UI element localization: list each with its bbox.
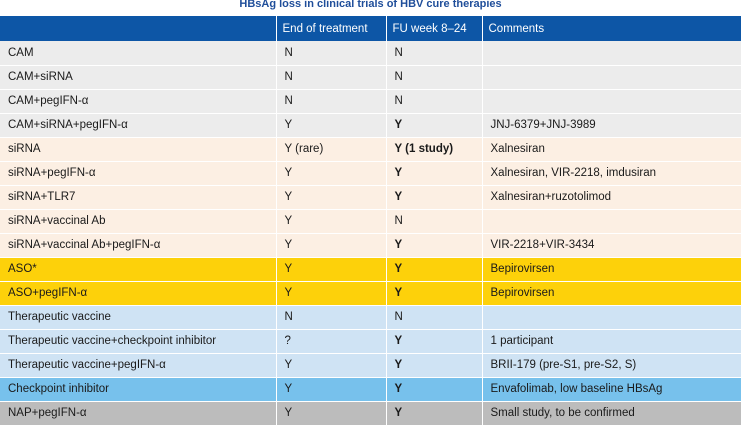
end-of-treatment-cell: N: [276, 89, 386, 113]
therapy-cell: CAM: [0, 41, 276, 65]
table-row: [0, 401, 741, 425]
table-row: [0, 257, 741, 281]
therapy-cell: Checkpoint inhibitor: [0, 377, 276, 401]
table-row: [0, 305, 741, 329]
table-row: [0, 233, 741, 257]
fu-week-cell: Y: [386, 401, 482, 425]
comments-cell: BRII-179 (pre-S1, pre-S2, S): [482, 353, 741, 377]
end-of-treatment-cell: ?: [276, 329, 386, 353]
table-title: HBsAg loss in clinical trials of HBV cure therapies: [239, 0, 502, 10]
therapy-cell: siRNA+vaccinal Ab: [0, 209, 276, 233]
fu-week-cell: Y: [386, 281, 482, 305]
end-of-treatment-cell: Y: [276, 209, 386, 233]
header-therapy: [0, 16, 276, 41]
table-row: [0, 185, 741, 209]
table-row: [0, 41, 741, 65]
end-of-treatment-cell: Y: [276, 113, 386, 137]
end-of-treatment-cell: Y (rare): [276, 137, 386, 161]
comments-cell: Bepirovirsen: [482, 281, 741, 305]
table-row: [0, 89, 741, 113]
fu-week-cell: Y: [386, 257, 482, 281]
fu-week-cell: Y (1 study): [386, 137, 482, 161]
header-end-of-treatment: End of treatment: [276, 16, 386, 41]
table-row: [0, 209, 741, 233]
comments-cell: [482, 89, 741, 113]
table-row: [0, 329, 741, 353]
hbsag-loss-table: [0, 16, 741, 426]
therapy-cell: siRNA+TLR7: [0, 185, 276, 209]
comments-cell: Xalnesiran, VIR-2218, imdusiran: [482, 161, 741, 185]
comments-cell: Small study, to be confirmed: [482, 401, 741, 425]
fu-week-cell: N: [386, 65, 482, 89]
comments-cell: Envafolimab, low baseline HBsAg: [482, 377, 741, 401]
end-of-treatment-cell: Y: [276, 233, 386, 257]
fu-week-cell: N: [386, 89, 482, 113]
end-of-treatment-cell: Y: [276, 161, 386, 185]
table-row: [0, 137, 741, 161]
end-of-treatment-cell: Y: [276, 377, 386, 401]
therapy-cell: ASO*: [0, 257, 276, 281]
comments-cell: [482, 41, 741, 65]
therapy-cell: CAM+pegIFN-α: [0, 89, 276, 113]
fu-week-cell: N: [386, 305, 482, 329]
fu-week-cell: Y: [386, 329, 482, 353]
comments-cell: Xalnesiran: [482, 137, 741, 161]
fu-week-cell: Y: [386, 113, 482, 137]
therapy-cell: Therapeutic vaccine: [0, 305, 276, 329]
comments-cell: Bepirovirsen: [482, 257, 741, 281]
therapy-cell: CAM+siRNA+pegIFN-α: [0, 113, 276, 137]
table-row: [0, 281, 741, 305]
comments-cell: JNJ-6379+JNJ-3989: [482, 113, 741, 137]
therapy-cell: CAM+siRNA: [0, 65, 276, 89]
header-fu-week: FU week 8–24: [386, 16, 482, 41]
table-row: [0, 65, 741, 89]
end-of-treatment-cell: N: [276, 65, 386, 89]
therapy-cell: ASO+pegIFN-α: [0, 281, 276, 305]
end-of-treatment-cell: Y: [276, 353, 386, 377]
comments-cell: [482, 65, 741, 89]
therapy-cell: siRNA+vaccinal Ab+pegIFN-α: [0, 233, 276, 257]
therapy-cell: siRNA+pegIFN-α: [0, 161, 276, 185]
end-of-treatment-cell: Y: [276, 257, 386, 281]
end-of-treatment-cell: N: [276, 41, 386, 65]
fu-week-cell: Y: [386, 233, 482, 257]
therapy-cell: siRNA: [0, 137, 276, 161]
end-of-treatment-cell: Y: [276, 185, 386, 209]
comments-cell: [482, 305, 741, 329]
header-row: [0, 16, 741, 41]
comments-cell: VIR-2218+VIR-3434: [482, 233, 741, 257]
table-row: [0, 161, 741, 185]
end-of-treatment-cell: Y: [276, 281, 386, 305]
therapy-cell: Therapeutic vaccine+checkpoint inhibitor: [0, 329, 276, 353]
fu-week-cell: N: [386, 41, 482, 65]
table-row: [0, 113, 741, 137]
comments-cell: Xalnesiran+ruzotolimod: [482, 185, 741, 209]
table-row: [0, 377, 741, 401]
therapy-cell: Therapeutic vaccine+pegIFN-α: [0, 353, 276, 377]
table-row: [0, 353, 741, 377]
fu-week-cell: Y: [386, 377, 482, 401]
fu-week-cell: N: [386, 209, 482, 233]
end-of-treatment-cell: Y: [276, 401, 386, 425]
fu-week-cell: Y: [386, 185, 482, 209]
fu-week-cell: Y: [386, 353, 482, 377]
comments-cell: 1 participant: [482, 329, 741, 353]
therapy-cell: NAP+pegIFN-α: [0, 401, 276, 425]
header-comments: Comments: [482, 16, 741, 41]
end-of-treatment-cell: N: [276, 305, 386, 329]
comments-cell: [482, 209, 741, 233]
fu-week-cell: Y: [386, 161, 482, 185]
